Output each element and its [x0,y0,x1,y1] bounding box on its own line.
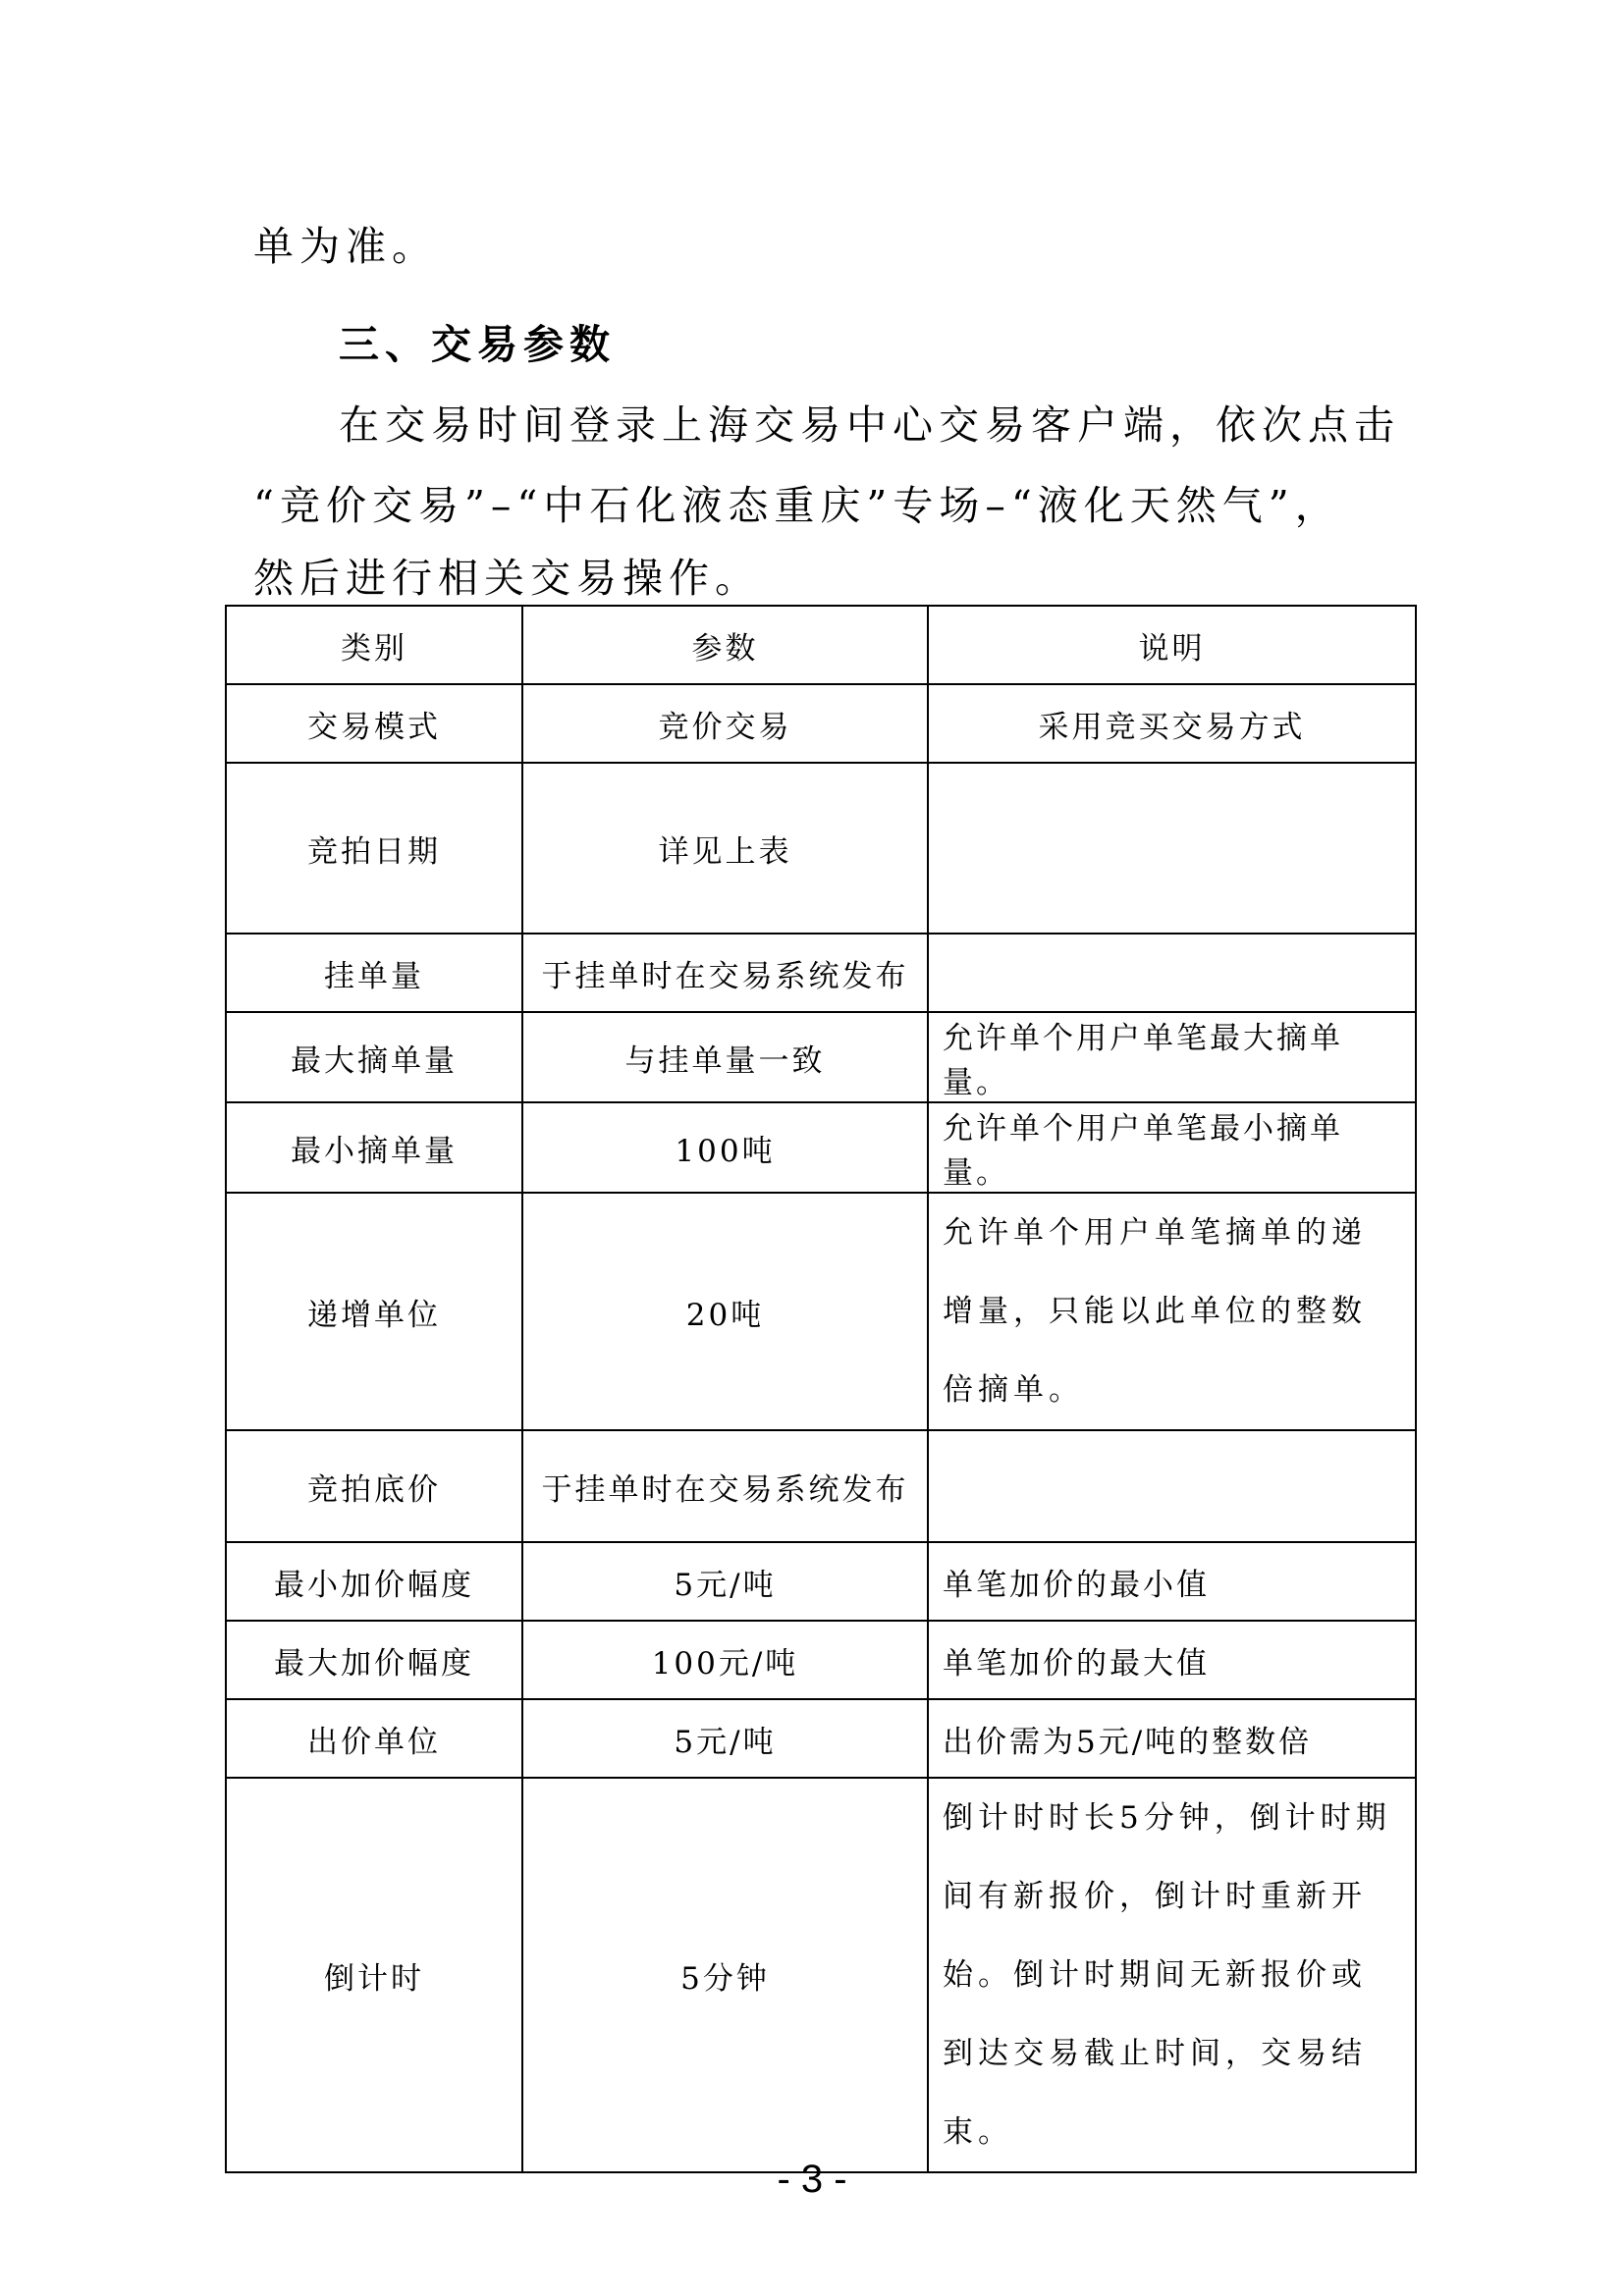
cell-category: 最大摘单量 [226,1012,522,1102]
cell-parameter: 于挂单时在交易系统发布 [522,1430,928,1542]
page-number: - 3 - [777,2158,847,2201]
header-category: 类别 [226,606,522,684]
table-row [226,1542,1416,1621]
cell-parameter: 20吨 [522,1193,928,1430]
table-row [226,1430,1416,1542]
cell-parameter: 与挂单量一致 [522,1012,928,1102]
table-row [226,1621,1416,1699]
paragraph-continuation: 单为准。 [253,223,438,270]
table-row [226,763,1416,934]
cell-description [928,1430,1416,1542]
table-row [226,684,1416,763]
table-row [226,1699,1416,1778]
paragraph-line: 然后进行相关交易操作。 [253,555,761,602]
cell-parameter: 竞价交易 [522,684,928,763]
cell-category: 竞拍底价 [226,1430,522,1542]
cell-description: 允许单个用户单笔摘单的递增量，只能以此单位的整数倍摘单。 [928,1193,1416,1430]
table-row [226,1012,1416,1102]
table-row [226,934,1416,1012]
cell-parameter: 5分钟 [522,1778,928,2172]
cell-description: 单笔加价的最小值 [928,1542,1416,1621]
table-header-row [226,606,1416,684]
cell-description: 允许单个用户单笔最大摘单量。 [928,1012,1416,1102]
cell-description: 倒计时时长5分钟，倒计时期间有新报价，倒计时重新开始。倒计时期间无新报价或到达交易截止时间，交易结束。 [928,1778,1416,2172]
cell-description: 允许单个用户单笔最小摘单量。 [928,1102,1416,1193]
cell-parameter: 100吨 [522,1102,928,1193]
cell-description: 单笔加价的最大值 [928,1621,1416,1699]
cell-parameter: 5元/吨 [522,1699,928,1778]
trading-parameters-table [225,605,1417,2173]
cell-parameter: 于挂单时在交易系统发布 [522,934,928,1012]
paragraph-line: “竞价交易”–“中石化液态重庆”专场–“液化天然气”， [253,482,1341,529]
paragraph-line: 在交易时间登录上海交易中心交易客户端，依次点击 [339,401,1400,449]
cell-category: 竞拍日期 [226,763,522,934]
table-row [226,1102,1416,1193]
cell-category: 倒计时 [226,1778,522,2172]
cell-description [928,934,1416,1012]
cell-category: 挂单量 [226,934,522,1012]
cell-parameter: 5元/吨 [522,1542,928,1621]
cell-category: 递增单位 [226,1193,522,1430]
cell-description: 采用竞买交易方式 [928,684,1416,763]
header-parameter: 参数 [522,606,928,684]
cell-category: 出价单位 [226,1699,522,1778]
cell-description [928,763,1416,934]
cell-category: 最小摘单量 [226,1102,522,1193]
table-row [226,1193,1416,1430]
table-row [226,1778,1416,2172]
cell-description: 出价需为5元/吨的整数倍 [928,1699,1416,1778]
header-description: 说明 [928,606,1416,684]
section-heading: 三、交易参数 [339,321,616,368]
cell-category: 最大加价幅度 [226,1621,522,1699]
cell-parameter: 详见上表 [522,763,928,934]
cell-parameter: 100元/吨 [522,1621,928,1699]
cell-category: 最小加价幅度 [226,1542,522,1621]
cell-category: 交易模式 [226,684,522,763]
